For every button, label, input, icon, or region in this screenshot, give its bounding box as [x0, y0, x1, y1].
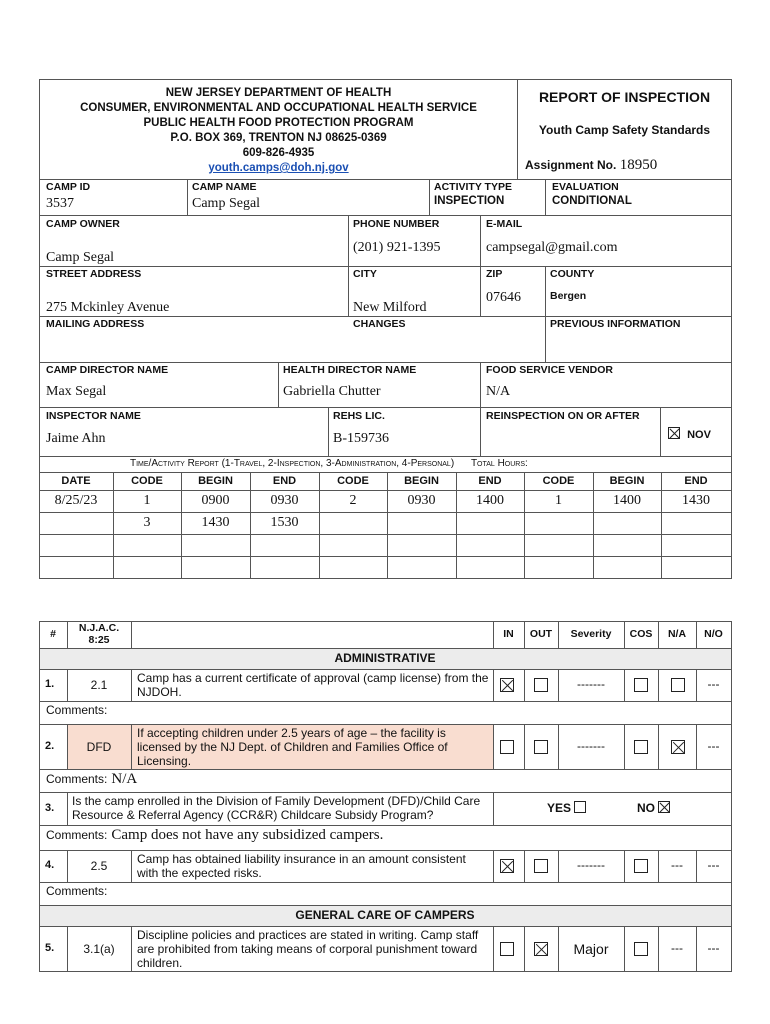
severity-value: ------- — [577, 858, 605, 872]
time-cell: 1400 — [613, 493, 641, 508]
comments-row — [46, 827, 383, 844]
out-checkbox[interactable] — [534, 942, 548, 956]
item-text: If accepting children under 2.5 years of age – the facility is licensed by the NJ Dept. of Children and Families Office of Licensing. — [137, 726, 448, 768]
out-checkbox[interactable] — [534, 859, 548, 873]
no-value: --- — [707, 739, 720, 753]
camp-director-value: Max Segal — [46, 384, 107, 399]
health-director-value: Gabriella Chutter — [283, 384, 381, 399]
checklist-header-cos: COS — [629, 628, 653, 640]
no-value: --- — [707, 858, 720, 872]
time-header-cell: END — [272, 475, 297, 487]
nov-checkbox[interactable] — [668, 427, 680, 439]
comments-row — [46, 703, 107, 717]
food-vendor-value: N/A — [486, 384, 511, 399]
mailing-address-label: MAILING ADDRESS — [46, 318, 145, 330]
na-checkbox[interactable] — [671, 740, 685, 754]
agency-line-4: P.O. BOX 369, TRENTON NJ 08625-0369 — [170, 132, 387, 144]
total-hours-label: Total Hours: — [470, 458, 528, 469]
time-header-cell: BEGIN — [198, 475, 233, 487]
njac-header-line2: 8:25 — [88, 634, 110, 646]
previous-info-label: PREVIOUS INFORMATION — [550, 318, 681, 330]
checklist-header-no: N/O — [704, 628, 723, 640]
rehs-value: B-159736 — [333, 431, 389, 446]
assignment-value: 18950 — [619, 157, 658, 173]
out-checkbox[interactable] — [534, 678, 548, 692]
nov-checkbox-group — [668, 427, 711, 441]
item-text: Is the camp enrolled in the Division of Family Development (DFD)/Child Care Resource & Referral Agency (CCR&R) Childcare Subsidy Program? — [72, 794, 481, 822]
comment-text: N/A — [111, 771, 138, 787]
time-activity-title — [130, 458, 528, 469]
item-number: 4. — [45, 859, 55, 871]
camp-id-label: CAMP ID — [46, 181, 91, 193]
time-cell: 1 — [555, 493, 562, 508]
evaluation-value: CONDITIONAL — [552, 195, 632, 207]
no-value: --- — [707, 677, 720, 691]
changes-label: CHANGES — [353, 318, 406, 330]
rehs-label: REHS LIC. — [333, 410, 385, 422]
item-code: 3.1(a) — [83, 942, 115, 956]
time-cell: 0900 — [201, 493, 230, 508]
yes-checkbox[interactable] — [574, 801, 586, 813]
report-subtitle: Youth Camp Safety Standards — [538, 123, 711, 137]
item-text: Discipline policies and practices are stated in writing. Camp staff are prohibited from taking means of corporal punishment toward children. — [137, 928, 479, 970]
checklist-header-severity: Severity — [570, 628, 612, 640]
time-cell: 1 — [143, 493, 151, 508]
inspector-value: Jaime Ahn — [46, 431, 106, 446]
section-title: ADMINISTRATIVE — [334, 651, 436, 665]
county-value: Bergen — [550, 290, 587, 302]
agency-line-5: 609-826-4935 — [242, 147, 315, 159]
comments-row — [46, 884, 107, 898]
na-value: --- — [671, 941, 683, 955]
time-header-cell: BEGIN — [609, 475, 645, 487]
subsidy-no — [637, 801, 670, 815]
assignment-label: Assignment No. — [525, 158, 617, 172]
time-cell: 1430 — [682, 493, 710, 508]
item-code: DFD — [86, 740, 112, 754]
njac-header — [67, 622, 131, 646]
no-checkbox[interactable] — [658, 801, 670, 813]
yes-label: YES — [547, 801, 572, 815]
time-header-cell: END — [478, 475, 502, 487]
report-title: REPORT OF INSPECTION — [538, 89, 711, 105]
out-checkbox[interactable] — [534, 740, 548, 754]
cos-checkbox[interactable] — [634, 678, 648, 692]
cos-checkbox[interactable] — [634, 942, 648, 956]
city-label: CITY — [353, 268, 377, 280]
nov-label: NOV — [687, 429, 711, 441]
time-cell: 1430 — [201, 515, 230, 530]
no-label: NO — [637, 801, 655, 815]
checklist-header-in: IN — [503, 628, 514, 640]
in-checkbox[interactable] — [500, 859, 514, 873]
cos-checkbox[interactable] — [634, 740, 648, 754]
item-code: 2.5 — [90, 859, 108, 873]
in-checkbox[interactable] — [500, 942, 514, 956]
severity-value: ------- — [577, 677, 605, 691]
street-value: 275 Mckinley Avenue — [46, 300, 170, 315]
time-header-cell: BEGIN — [404, 475, 439, 487]
phone-label: PHONE NUMBER — [353, 218, 440, 230]
comments-label: Comments: — [46, 703, 108, 717]
in-checkbox[interactable] — [500, 678, 514, 692]
zip-value: 07646 — [486, 290, 521, 305]
na-checkbox[interactable] — [671, 678, 685, 692]
item-text: Camp has a current certificate of approval (camp license) from the NJDOH. — [137, 671, 489, 699]
checklist-header-na: N/A — [667, 628, 687, 640]
item-number: 2. — [45, 740, 55, 752]
time-header-cell: CODE — [542, 475, 575, 487]
no-value: --- — [707, 941, 720, 955]
comments-label: Comments: — [46, 884, 108, 898]
agency-line-2: CONSUMER, ENVIRONMENTAL AND OCCUPATIONAL HEALTH SERVICE — [80, 102, 477, 114]
assignment-number — [525, 157, 657, 174]
phone-value: (201) 921-1395 — [353, 240, 441, 255]
time-cell: 0930 — [407, 493, 436, 508]
item-text: Camp has obtained liability insurance in an amount consistent with the expected risks. — [137, 852, 466, 880]
activity-type-label: ACTIVITY TYPE — [434, 181, 512, 193]
agency-line-3: PUBLIC HEALTH FOOD PROTECTION PROGRAM — [143, 117, 414, 129]
agency-header — [40, 86, 517, 176]
zip-label: ZIP — [486, 268, 503, 280]
county-label: COUNTY — [550, 268, 595, 280]
time-cell: 1400 — [476, 493, 504, 508]
time-activity-title-text: Time/Activity Report (1-Travel, 2-Inspection, 3-Administration, 4-Personal) — [130, 458, 455, 469]
comments-label: Comments: — [46, 772, 108, 786]
agency-line-1: NEW JERSEY DEPARTMENT OF HEALTH — [165, 87, 392, 99]
agency-email-link[interactable]: youth.camps@doh.nj.gov — [208, 162, 349, 174]
item-code: 2.1 — [90, 678, 108, 692]
inspector-label: INSPECTOR NAME — [46, 410, 141, 422]
camp-id-value: 3537 — [46, 196, 74, 211]
section-title: GENERAL CARE OF CAMPERS — [295, 908, 475, 922]
checklist-header-num: # — [50, 628, 56, 640]
time-cell: 8/25/23 — [54, 493, 98, 508]
time-header-cell: CODE — [131, 475, 163, 487]
time-header-cell: CODE — [337, 475, 369, 487]
time-cell: 2 — [349, 493, 357, 508]
city-value: New Milford — [353, 300, 427, 315]
time-header-cell: DATE — [61, 475, 91, 487]
time-cell: 1530 — [270, 515, 299, 530]
item-number: 3. — [45, 802, 55, 814]
street-label: STREET ADDRESS — [46, 268, 142, 280]
item-number: 1. — [45, 678, 55, 690]
item-number: 5. — [45, 942, 55, 954]
severity-value: Major — [573, 941, 609, 957]
food-vendor-label: FOOD SERVICE VENDOR — [486, 364, 613, 376]
camp-owner-value: Camp Segal — [46, 250, 115, 265]
comment-text: Camp does not have any subsidized campers. — [111, 827, 384, 843]
in-checkbox[interactable] — [500, 740, 514, 754]
checklist-header-out: OUT — [529, 628, 553, 640]
time-cell: 0930 — [270, 493, 299, 508]
health-director-label: HEALTH DIRECTOR NAME — [283, 364, 417, 376]
email-label: E-MAIL — [486, 218, 523, 230]
camp-director-label: CAMP DIRECTOR NAME — [46, 364, 169, 376]
email-value: campsegal@gmail.com — [486, 240, 618, 255]
subsidy-yes — [547, 801, 586, 815]
camp-name-value: Camp Segal — [192, 196, 261, 211]
time-cell: 3 — [143, 515, 151, 530]
comments-row — [46, 771, 137, 788]
camp-name-label: CAMP NAME — [192, 181, 257, 193]
severity-value: ------- — [577, 739, 605, 753]
camp-owner-label: CAMP OWNER — [46, 218, 120, 230]
na-value: --- — [671, 858, 683, 872]
activity-type-value: INSPECTION — [434, 195, 505, 207]
evaluation-label: EVALUATION — [552, 181, 619, 193]
cos-checkbox[interactable] — [634, 859, 648, 873]
reinspection-label: REINSPECTION ON OR AFTER — [486, 410, 640, 422]
time-header-cell: END — [684, 475, 708, 487]
njac-header-line1: N.J.A.C. — [78, 622, 120, 634]
comments-label: Comments: — [46, 828, 108, 842]
